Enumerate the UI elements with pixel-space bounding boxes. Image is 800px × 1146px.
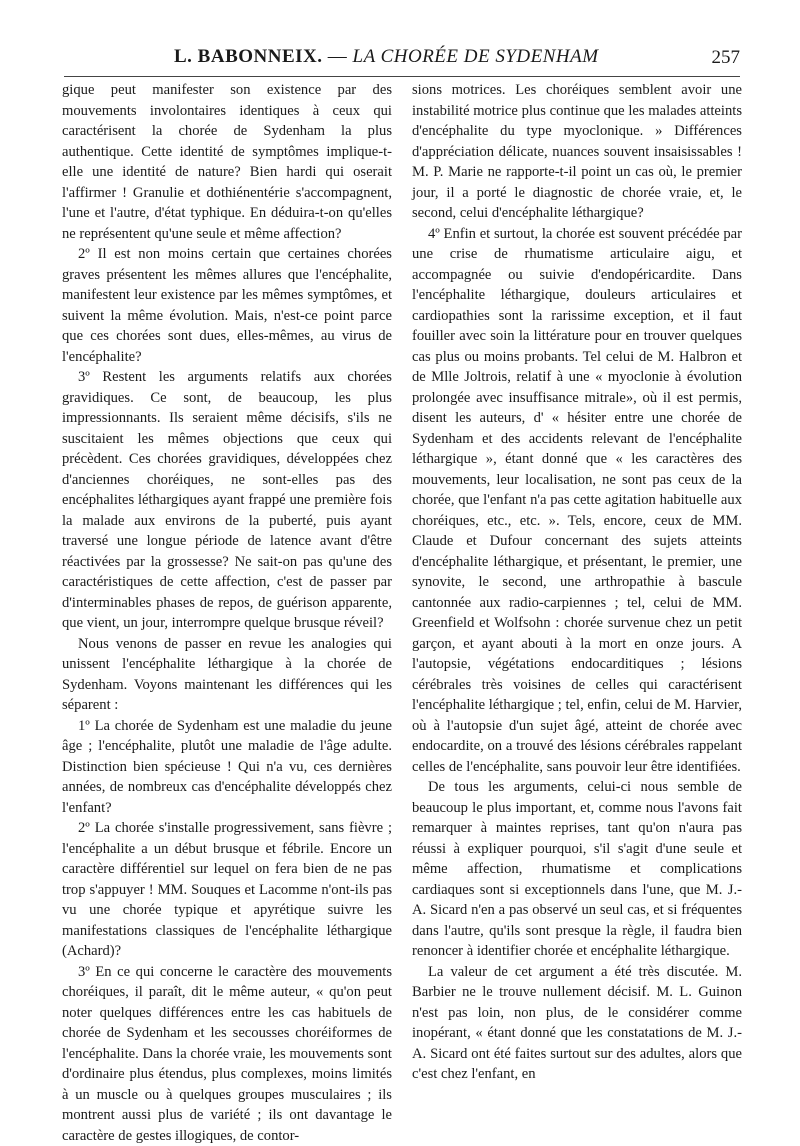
left-column [62, 80, 392, 1146]
paragraph: Nous venons de passer en revue les analogies qui unissent l'encéphalite léthargique à la chorée de Sydenham. Voyons maintenant les différences qui les séparent : [62, 635, 392, 713]
page-number: 257 [711, 47, 740, 68]
paragraph: 3º Restent les arguments relatifs aux chorées gravidiques. Ce sont, de beaucoup, les plus impressionnants. Ils seraient même décisifs, s'ils ne suscitaient les mêmes objections que ceux qui précèdent. Ces chorées gravidiques, développées chez d'anciennes choréiques, ne sont-elles pas des encéphalites léthargiques ayant frappé une première fois la malade aux environs de la puberté, puis ayant traversé une longue période de latence avant d'être réactivées par la grossesse? Ne sait-on pas qu'une des caractéristiques de cette affection, c'est de passer par d'interminables phases de repos, de guérison apparente, que vient, un jour, interrompre quelque brusque réveil? [62, 369, 392, 631]
header-title: LA CHORÉE DE SYDENHAM [352, 46, 599, 67]
right-column [412, 80, 742, 1085]
header-separator: — [322, 46, 353, 67]
paragraph: 1º La chorée de Sydenham est une maladie du jeune âge ; l'encéphalite, plutôt une maladie de l'âge adulte. Distinction bien spécieuse ! Qui n'a vu, ces dernières années, de nombreux cas d'encéphalite développés chez l'enfant? [62, 717, 392, 816]
header-author: L. BABONNEIX. [174, 46, 323, 67]
paragraph: 3º En ce qui concerne le caractère des mouvements choréiques, il paraît, dit le même auteur, « qu'on peut noter quelques différences entre les cas habituels de chorée de Sydenham et les secousses choréiformes de l'encéphalite. Dans la chorée vraie, les mouvements sont d'ordinaire plus étendus, plus complexes, moins limités à un muscle ou à quelques groupes musculaires ; ils montrent aussi plus de variété ; ils ont davantage le caractère de gestes illogiques, de contor- [62, 963, 392, 1144]
paragraph: sions motrices. Les choréiques semblent avoir une instabilité motrice plus continue que les malades atteints d'encéphalite du type myoclonique. » Différences d'appréciation délicate, nuances souvent insaisissables ! M. P. Marie ne rapporte-t-il point un cas où, le premier jour, il a porté le diagnostic de chorée vraie, et, le second, celui d'encéphalite léthargique? [412, 82, 742, 221]
paragraph: 2º Il est non moins certain que certaines chorées graves présentent les mêmes allures que l'encéphalite, manifestent leur existence par les mêmes symptômes, et suivent la même évolution. Mais, n'est-ce point parce que ces chorées sont dues, elles-mêmes, au virus de l'encéphalite? [62, 246, 392, 365]
paragraph: La valeur de cet argument a été très discutée. M. Barbier ne le trouve nullement décisif. M. L. Guinon n'est pas loin, non plus, de le considérer comme inopérant, « étant donné que les constatations de M. J.-A. Sicard ont été faites surtout sur des adultes, alors que c'est chez l'enfant, en [412, 963, 742, 1082]
paragraph: gique peut manifester son existence par des mouvements involontaires identiques à ceux qui caractérisent la chorée de Sydenham la plus authentique. Cette identité de symptômes implique-t-elle une identité de nature? Bien hardi qui oserait l'affirmer ! Granulie et dothiénentérie s'accompagnent, l'une et l'autre, d'état typhique. En déduira-t-on qu'elles ne représentent qu'une seule et même affection? [62, 82, 392, 242]
paragraph: De tous les arguments, celui-ci nous semble de beaucoup le plus important, et, comme nous l'avons fait remarquer à maintes reprises, tant qu'on n'aura pas réussi à expliquer pourquoi, s'il s'agit d'une seule et même affection, rhumatisme et complications cardiaques sont si exceptionnels dans l'une, que M. J.-A. Sicard n'en a pas observé un seul cas, et si fréquentes dans l'autre, qu'ils sont presque la règle, il faudra bien renoncer à identifier chorée et encéphalite léthargique. [412, 779, 742, 959]
paragraph: 2º La chorée s'installe progressivement, sans fièvre ; l'encéphalite a un début brusque et fébrile. Encore un caractère différentiel sur lequel on fera bien de ne pas trop s'appuyer ! MM. Souques et Lacomme n'ont-ils pas vu une chorée typique et apyrétique suivre les manifestations classiques de l'encéphalite léthargique (Achard)? [62, 820, 392, 959]
paragraph: 4º Enfin et surtout, la chorée est souvent précédée par une crise de rhumatisme articulaire aigu, et accompagnée ou suivie d'endopéricardite. Dans l'encéphalite léthargique, douleurs articulaires et cardiopathies sont la rarissime exception, et il faut fouiller avec soin la littérature pour en trouver quelques cas plus ou moins probants. Tel celui de M. Halbron et de Mlle Joltrois, relatif à une « myoclonie à évolution prolongée avec insuffisance mitrale», où il est permis, disent les auteurs, d' « hésiter entre une chorée de Sydenham et des accidents relevant de l'encéphalite léthargique », étant donné que « les caractères des mouvements, leur localisation, ne sont pas ceux de la chorée, que l'enfant n'a pas cette agitation habituelle aux choréiques, etc., etc. ». Tels, encore, ceux de MM. Claude et Dufour concernant des sujets atteints d'encéphalite léthargique, et présentant, le premier, une synovite, le second, une arthropathie à bascule cantonnée aux radio-carpiennes ; tel, celui de MM. Greenfield et Wolfsohn : chorée survenue chez un petit garçon, et ayant abouti à la mort en onze jours. A l'autopsie, végétations endocarditiques ; lésions cérébrales très voisines de celles qui caractérisent l'encéphalite léthargique ; tel, enfin, celui de M. Harvier, où à l'autopsie d'un sujet âgé, atteint de chorée avec endocardite, on a trouvé des lésions cérébrales rappelant celles de l'encéphalite, sans pouvoir leur être identifiées. [412, 225, 743, 775]
running-header [64, 46, 740, 77]
running-title [174, 46, 599, 68]
